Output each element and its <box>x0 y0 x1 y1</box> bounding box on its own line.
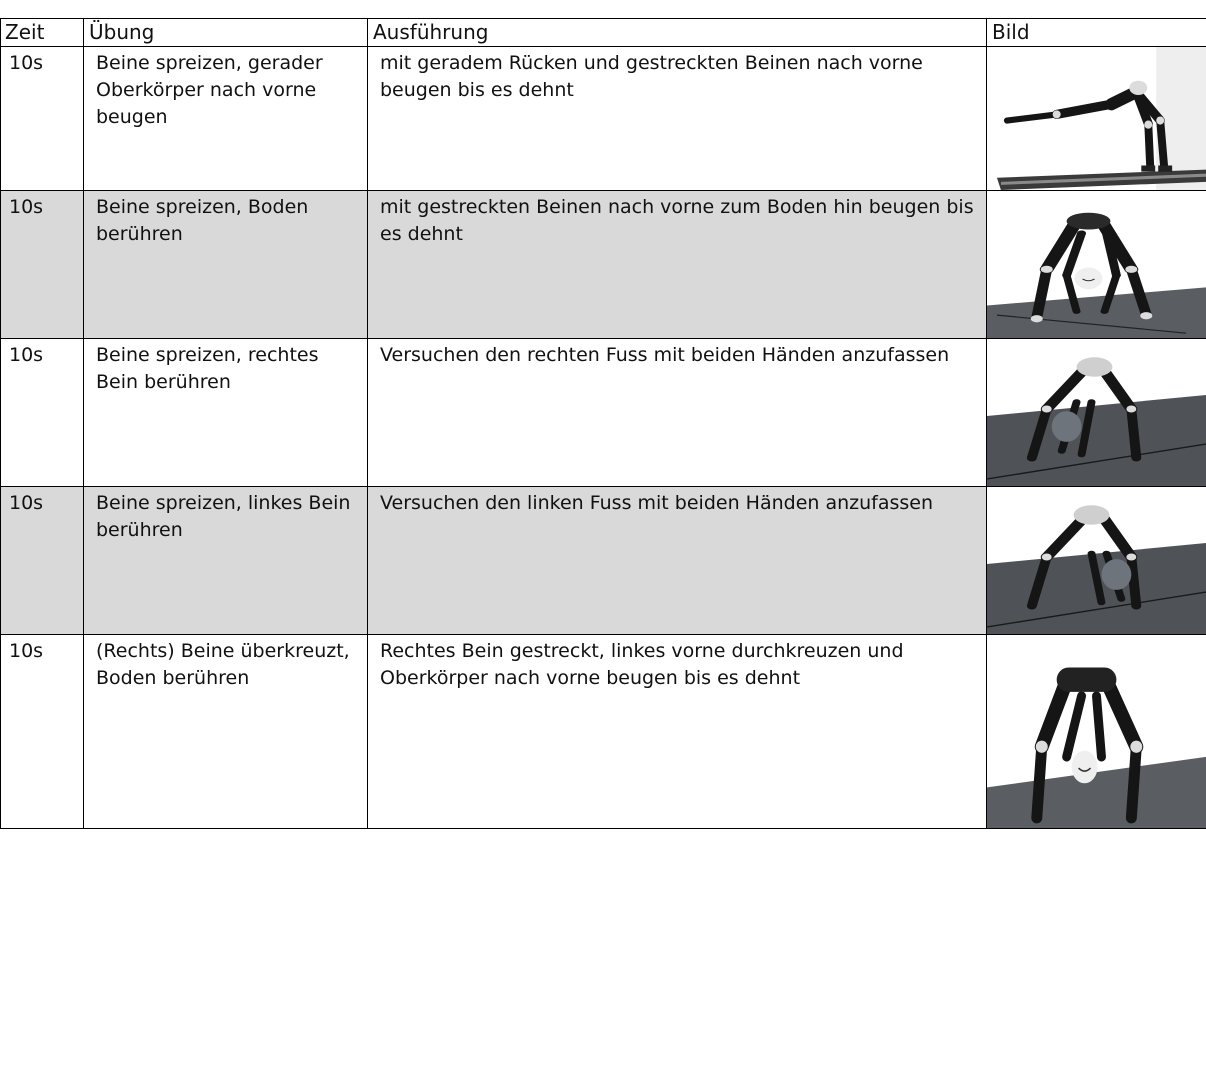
table-row <box>1 191 1206 339</box>
table-header-row <box>1 19 1206 47</box>
cell-ausfuehrung: mit gestreckten Beinen nach vorne zum Boden hin beugen bis es dehnt <box>368 191 987 339</box>
figure-crossed-legs-bend-icon <box>987 635 1206 828</box>
figure-touch-right-foot-icon <box>987 339 1206 486</box>
cell-uebung: Beine spreizen, gerader Oberkörper nach vorne beugen <box>84 47 368 191</box>
table-row <box>1 339 1206 487</box>
figure-touch-floor-icon <box>987 191 1206 338</box>
cell-zeit: 10s <box>1 339 84 487</box>
cell-zeit: 10s <box>1 191 84 339</box>
cell-bild <box>987 487 1206 635</box>
cell-uebung: Beine spreizen, linkes Bein berühren <box>84 487 368 635</box>
header-ausfuehrung: Ausführung <box>368 19 987 47</box>
cell-uebung: Beine spreizen, Boden berühren <box>84 191 368 339</box>
cell-bild <box>987 191 1206 339</box>
cell-ausfuehrung: Versuchen den rechten Fuss mit beiden Händen anzufassen <box>368 339 987 487</box>
header-zeit: Zeit <box>1 19 84 47</box>
cell-bild <box>987 47 1206 191</box>
table-row <box>1 47 1206 191</box>
cell-zeit: 10s <box>1 487 84 635</box>
cell-bild <box>987 339 1206 487</box>
exercise-table <box>0 18 1206 829</box>
header-bild: Bild <box>987 19 1206 47</box>
cell-ausfuehrung: mit geradem Rücken und gestreckten Beinen nach vorne beugen bis es dehnt <box>368 47 987 191</box>
cell-ausfuehrung: Versuchen den linken Fuss mit beiden Händen anzufassen <box>368 487 987 635</box>
cell-bild <box>987 635 1206 829</box>
cell-ausfuehrung: Rechtes Bein gestreckt, linkes vorne durchkreuzen und Oberkörper nach vorne beugen bis es dehnt <box>368 635 987 829</box>
section-heading-strip <box>0 0 1206 18</box>
table-row <box>1 635 1206 829</box>
cell-zeit: 10s <box>1 47 84 191</box>
cell-uebung: Beine spreizen, rechtes Bein berühren <box>84 339 368 487</box>
figure-touch-left-foot-icon <box>987 487 1206 634</box>
cell-uebung: (Rechts) Beine überkreuzt, Boden berühren <box>84 635 368 829</box>
figure-plank-forward-bend-icon <box>987 47 1206 190</box>
table-row <box>1 487 1206 635</box>
cell-zeit: 10s <box>1 635 84 829</box>
header-uebung: Übung <box>84 19 368 47</box>
